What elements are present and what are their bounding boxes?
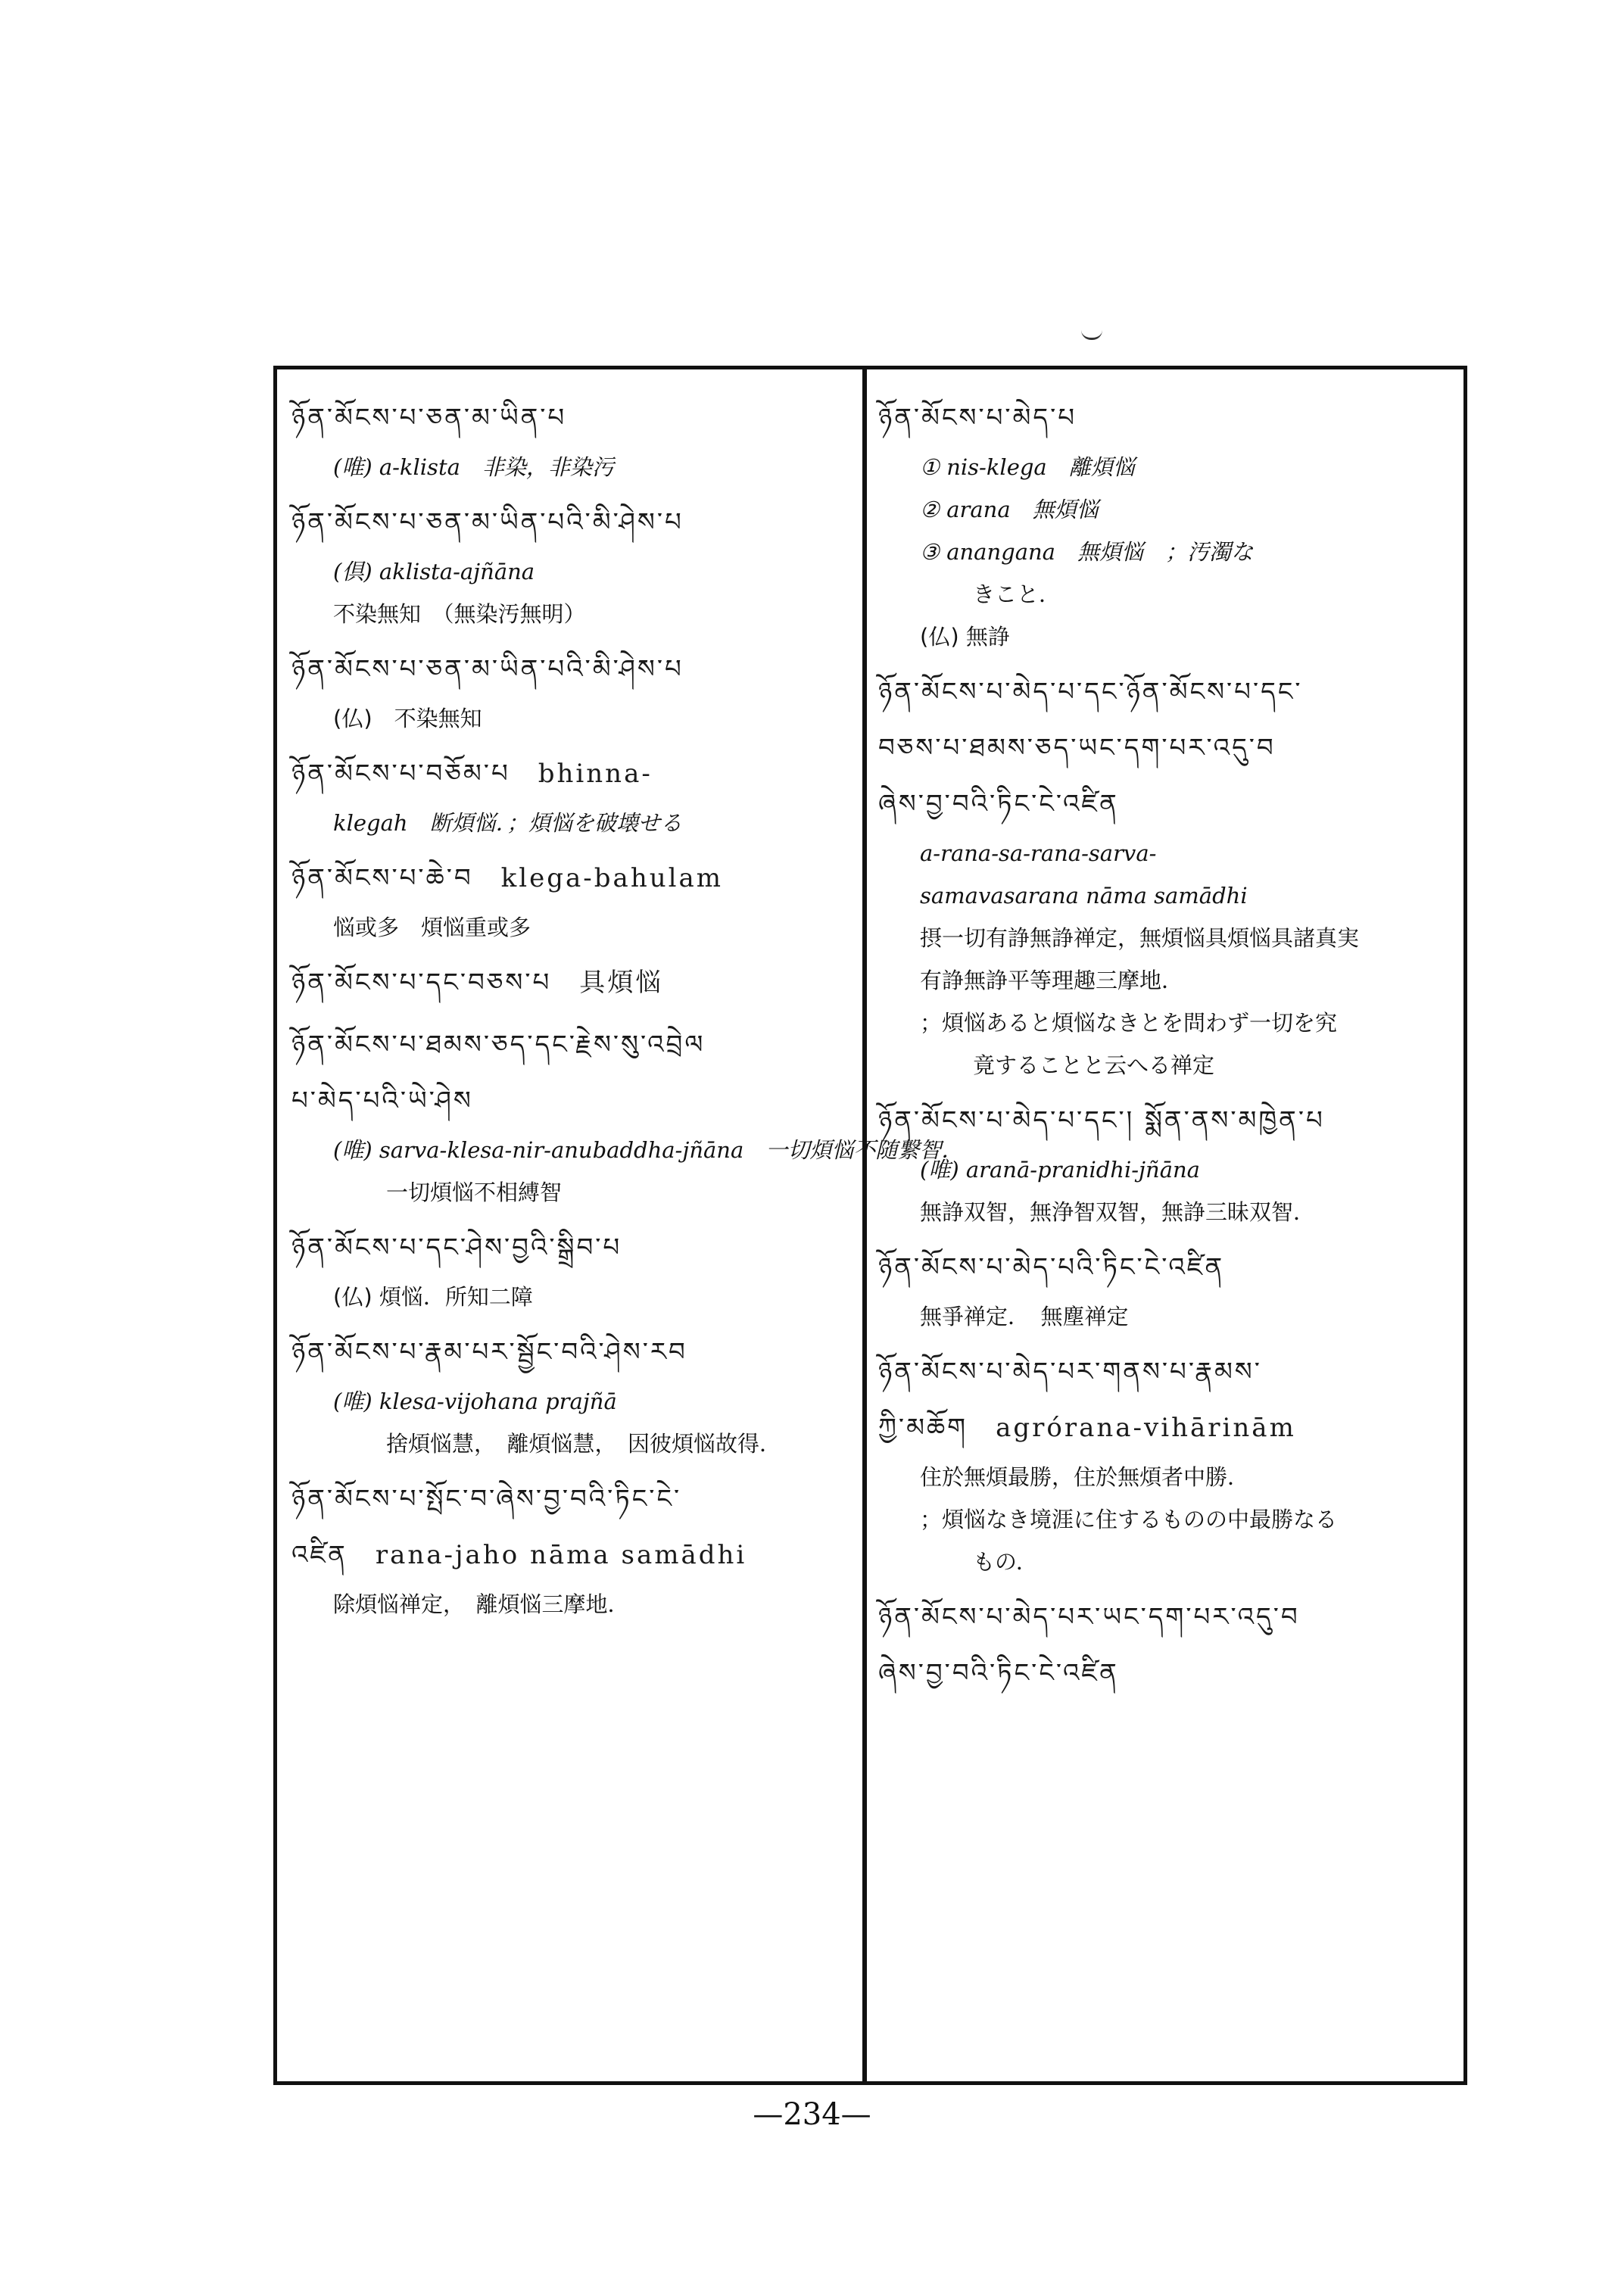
dictionary-entry (291, 746, 856, 844)
tibetan-headword: ཞེས་བྱ་བའི་ཏིང་ངེ་འཛིན (878, 789, 1119, 819)
tibetan-headword: ཉོན་མོངས་པ་ཆེ་བ klega-bahulam (291, 863, 723, 893)
gloss-line: きこと． (973, 581, 1061, 607)
dictionary-entry (878, 390, 1457, 658)
dictionary-entry (291, 390, 856, 488)
gloss-line: 無爭禅定． 無塵禅定 (920, 1304, 1129, 1329)
tibetan-headword: ཉོན་མོངས་པ་ཅན་མ་ཡིན་པའི་མི་ཤེས་པ (291, 654, 684, 684)
gloss-line: ；煩悩あると煩悩なきとを問わず一切を究 (920, 1010, 1338, 1036)
gloss-line: (倶) aklista-ajñāna (333, 559, 535, 584)
dictionary-entry (291, 1471, 856, 1625)
tibetan-headword: ཉོན་མོངས་པ་ཅན་མ་ཡིན་པ (291, 403, 567, 433)
gloss-line: 悩或多 煩悩重或多 (333, 915, 531, 940)
gloss-line: 除煩悩禅定， 離煩悩三摩地． (333, 1591, 630, 1617)
gloss-line: samavasarana nāma samādhi (920, 883, 1248, 909)
gloss-line: 住於無煩最勝，住於無煩者中勝． (920, 1464, 1250, 1490)
left-column (291, 390, 964, 2071)
tibetan-headword: ཉོན་མོངས་པ་ཐམས་ཅད་དང་རྗེས་སུ་འབྲེལ (291, 1030, 706, 1060)
gloss-line: (仏) 煩悩．所知二障 (333, 1284, 533, 1310)
dictionary-entry (878, 664, 1457, 1086)
gloss-line: もの． (973, 1549, 1038, 1575)
gloss-line: (唯) sarva-klesa-nir-anubaddha-jñāna 一切煩悩不随繋智． (333, 1137, 964, 1163)
dictionary-entry (291, 850, 856, 949)
tibetan-headword: ཀྱི་མཆོག agrórana-vihārinām (878, 1413, 1296, 1443)
gloss-line: (仏) 無諍 (920, 624, 1010, 650)
gloss-line: 捨煩悩慧， 離煩悩慧， 因彼煩悩故得． (386, 1431, 782, 1457)
gloss-line: ③ anangana 無煩悩 ；汚濁な (920, 539, 1253, 565)
tibetan-headword: ཉོན་མོངས་པ་མེད་པར་ཡང་དག་པར་འདུ་བ (878, 1602, 1300, 1632)
gloss-line: ② arana 無煩悩 (920, 497, 1099, 522)
gloss-line: 不染無知 （無染汚無明） (333, 601, 586, 627)
page-number: —234— (753, 2097, 871, 2132)
gloss-line: klegah 断煩悩．；煩悩を破壊せる (333, 810, 683, 836)
tibetan-headword: ཉོན་མོངས་པ་དང་བཅས་པ 具煩悩 (291, 968, 664, 998)
tibetan-headword: ཉོན་མོངས་པ་དང་ཤེས་བྱའི་སྒྲིབ་པ (291, 1233, 622, 1263)
tibetan-headword: ཞེས་བྱ་བའི་ཏིང་ངེ་འཛིན (878, 1658, 1119, 1688)
gloss-line: (唯) klesa-vijohana prajñā (333, 1389, 617, 1414)
tibetan-headword: འཛིན rana-jaho nāma samādhi (291, 1540, 747, 1570)
dictionary-entry (878, 1092, 1457, 1233)
dictionary-entry (291, 641, 856, 740)
gloss-line: a-rana-sa-rana-sarva- (920, 840, 1157, 866)
tibetan-headword: ཉོན་མོངས་པ་བཅོམ་པ bhinna- (291, 759, 653, 789)
column-divider (862, 366, 867, 2085)
gloss-line: (唯) aranā-pranidhi-jñāna (920, 1157, 1200, 1183)
dictionary-entry (291, 1220, 856, 1318)
dictionary-entry (291, 1324, 856, 1465)
dictionary-entry (878, 1589, 1457, 1701)
tibetan-headword: ཉོན་མོངས་པ་མེད་པའི་ཏིང་ངེ་འཛིན (878, 1252, 1225, 1283)
gloss-line: 摂一切有諍無諍禅定，無煩悩具煩悩具諸真実 (920, 925, 1360, 951)
gloss-line: ① nis-klega 離煩悩 (920, 454, 1135, 480)
gloss-line: 有諍無諍平等理趣三摩地． (920, 968, 1184, 993)
stray-mark (1081, 330, 1102, 340)
dictionary-entry (291, 494, 856, 635)
dictionary-entry (878, 1344, 1457, 1583)
tibetan-headword: ཉོན་མོངས་པ་རྣམ་པར་སྦྱོང་བའི་ཤེས་རབ (291, 1337, 687, 1367)
tibetan-headword: པ་མེད་པའི་ཡེ་ཤེས (291, 1086, 473, 1116)
dictionary-entry (878, 1239, 1457, 1338)
gloss-line: 一切煩悩不相縛智 (386, 1180, 563, 1205)
gloss-line: ；煩悩なき境涯に住するものの中最勝なる (920, 1507, 1338, 1532)
tibetan-headword: ཉོན་མོངས་པ་མེད་པ (878, 403, 1077, 433)
dictionary-entry (291, 1017, 964, 1214)
gloss-line: (唯) a-klista 非染，非染污 (333, 454, 614, 480)
tibetan-headword: བཅས་པ་ཐམས་ཅད་ཡང་དག་པར་འདུ་བ (878, 733, 1276, 763)
dictionary-entry (291, 955, 856, 1011)
tibetan-headword: ཉོན་མོངས་པ་མེད་པ་དང་ཉོན་མོངས་པ་དང་ (878, 677, 1303, 707)
tibetan-headword: ཉོན་མོངས་པ་ཅན་མ་ཡིན་པའི་མི་ཤེས་པ (291, 507, 684, 538)
right-column (878, 390, 1457, 2071)
tibetan-headword: ཉོན་མོངས་པ་མེད་པ་དང་། སྨོན་ནས་མཁྱེན་པ (878, 1105, 1325, 1136)
gloss-line: 無諍双智，無浄智双智，無諍三昧双智． (920, 1199, 1316, 1225)
tibetan-headword: ཉོན་མོངས་པ་མེད་པར་གནས་པ་རྣམས་ (878, 1357, 1262, 1387)
gloss-line: (仏) 不染無知 (333, 706, 482, 731)
tibetan-headword: ཉོན་མོངས་པ་སྤོང་བ་ཞེས་བྱ་བའི་ཏིང་ངེ་ (291, 1484, 682, 1514)
gloss-line: 竟することと云へる禅定 (973, 1052, 1215, 1078)
